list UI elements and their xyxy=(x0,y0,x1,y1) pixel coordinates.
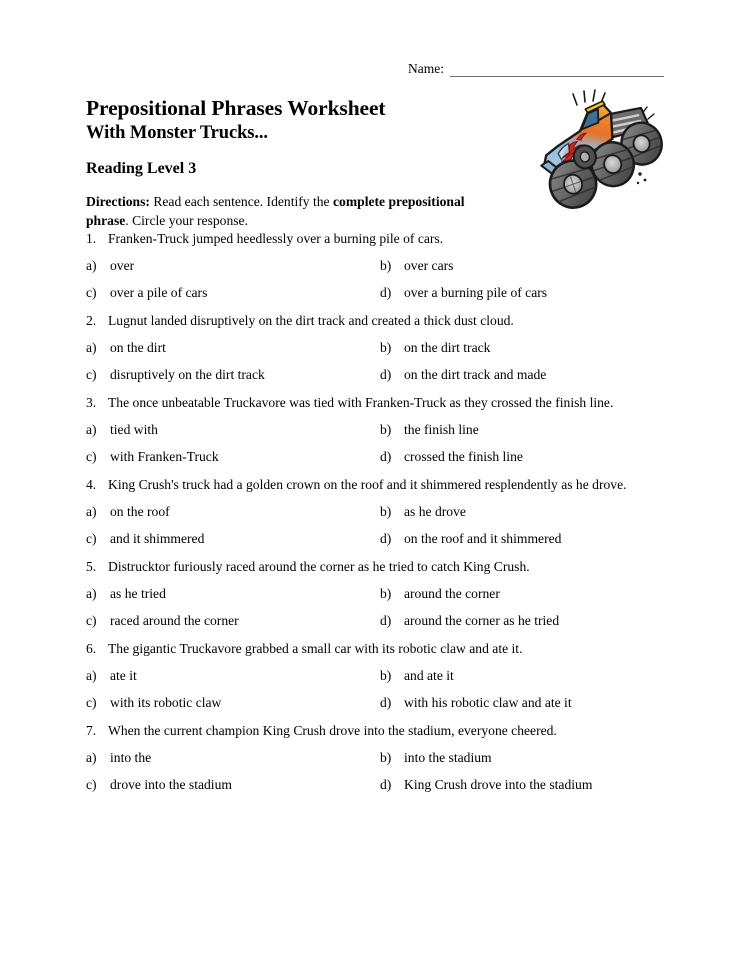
option-text: with his robotic claw and ate it xyxy=(404,695,572,710)
answer-option[interactable] xyxy=(380,530,666,548)
option-row xyxy=(86,694,666,712)
answer-option[interactable] xyxy=(86,530,380,548)
option-text: as he tried xyxy=(110,586,166,601)
option-letter: a) xyxy=(86,422,97,437)
answer-option[interactable] xyxy=(86,257,380,275)
answer-option[interactable] xyxy=(86,749,380,767)
option-letter: c) xyxy=(86,367,97,382)
question-number: 5. xyxy=(86,559,97,574)
option-letter: a) xyxy=(86,750,97,765)
option-letter: b) xyxy=(380,422,392,437)
option-text: and ate it xyxy=(404,668,454,683)
answer-option[interactable] xyxy=(380,339,666,357)
question-text: The gigantic Truckavore grabbed a small car with its robotic claw and ate it. xyxy=(108,641,523,656)
option-letter: d) xyxy=(380,367,392,382)
answer-option[interactable] xyxy=(86,421,380,439)
option-text: tied with xyxy=(110,422,158,437)
question-line xyxy=(86,640,666,658)
answer-option[interactable] xyxy=(86,284,380,302)
option-letter: c) xyxy=(86,449,97,464)
question-line xyxy=(86,722,666,740)
option-letter: b) xyxy=(380,258,392,273)
directions-text-part1: Read each sentence. Identify the xyxy=(149,194,333,209)
name-field-row xyxy=(408,62,664,77)
answer-option[interactable] xyxy=(380,585,666,603)
option-letter: b) xyxy=(380,750,392,765)
option-text: on the dirt track and made xyxy=(404,367,547,382)
option-letter: c) xyxy=(86,695,97,710)
option-row xyxy=(86,749,666,767)
option-letter: b) xyxy=(380,340,392,355)
option-text: drove into the stadium xyxy=(110,777,232,792)
question-text: When the current champion King Crush drove into the stadium, everyone cheered. xyxy=(108,723,557,738)
option-text: ate it xyxy=(110,668,137,683)
option-text: as he drove xyxy=(404,504,466,519)
question-line xyxy=(86,476,666,494)
option-text: with its robotic claw xyxy=(110,695,222,710)
question-text: Distrucktor furiously raced around the corner as he tried to catch King Crush. xyxy=(108,559,530,574)
option-letter: d) xyxy=(380,285,392,300)
directions xyxy=(86,193,506,230)
option-text: with Franken-Truck xyxy=(110,449,219,464)
option-row xyxy=(86,284,666,302)
answer-option[interactable] xyxy=(380,667,666,685)
option-text: the finish line xyxy=(404,422,479,437)
option-text: disruptively on the dirt track xyxy=(110,367,265,382)
option-letter: a) xyxy=(86,504,97,519)
question-text: King Crush's truck had a golden crown on the roof and it shimmered resplendently as he drove. xyxy=(108,477,627,492)
answer-option[interactable] xyxy=(86,667,380,685)
option-letter: a) xyxy=(86,668,97,683)
option-letter: d) xyxy=(380,613,392,628)
question-block xyxy=(86,476,666,548)
question-line xyxy=(86,558,666,576)
option-letter: b) xyxy=(380,504,392,519)
option-letter: d) xyxy=(380,449,392,464)
option-text: around the corner xyxy=(404,586,500,601)
question-block xyxy=(86,394,666,466)
questions-list xyxy=(86,230,666,804)
option-row xyxy=(86,530,666,548)
option-letter: a) xyxy=(86,258,97,273)
option-letter: d) xyxy=(380,777,392,792)
question-block xyxy=(86,640,666,712)
option-letter: d) xyxy=(380,695,392,710)
directions-label: Directions: xyxy=(86,194,150,209)
option-text: around the corner as he tried xyxy=(404,613,560,628)
question-block xyxy=(86,312,666,384)
question-number: 4. xyxy=(86,477,97,492)
worksheet-header xyxy=(86,96,516,230)
answer-option[interactable] xyxy=(380,284,666,302)
debris-specks-icon xyxy=(637,172,647,184)
page-title: Prepositional Phrases Worksheet xyxy=(86,96,386,120)
answer-option[interactable] xyxy=(380,421,666,439)
option-text: King Crush drove into the stadium xyxy=(404,777,593,792)
option-row xyxy=(86,776,666,794)
option-letter: a) xyxy=(86,340,97,355)
answer-option[interactable] xyxy=(86,448,380,466)
option-letter: c) xyxy=(86,531,97,546)
reading-level: Reading Level 3 xyxy=(86,160,197,177)
option-letter: d) xyxy=(380,531,392,546)
question-line xyxy=(86,394,666,412)
option-row xyxy=(86,448,666,466)
directions-text-part2: . Circle your response. xyxy=(125,212,248,228)
question-text: Lugnut landed disruptively on the dirt track and created a thick dust cloud. xyxy=(108,313,514,328)
answer-option[interactable] xyxy=(86,339,380,357)
option-row xyxy=(86,366,666,384)
question-number: 7. xyxy=(86,723,97,738)
option-text: over xyxy=(110,258,135,273)
answer-option[interactable] xyxy=(86,503,380,521)
option-row xyxy=(86,667,666,685)
option-text: crossed the finish line xyxy=(404,449,523,464)
option-letter: c) xyxy=(86,777,97,792)
option-text: into the xyxy=(110,750,152,765)
answer-option[interactable] xyxy=(86,612,380,630)
question-line xyxy=(86,312,666,330)
answer-option[interactable] xyxy=(380,694,666,712)
question-block xyxy=(86,722,666,794)
option-text: raced around the corner xyxy=(110,613,239,628)
question-text: The once unbeatable Truckavore was tied with Franken-Truck as they crossed the finish line. xyxy=(108,395,614,410)
option-text: over cars xyxy=(404,258,454,273)
monster-truck-icon xyxy=(524,88,674,214)
option-letter: a) xyxy=(86,586,97,601)
option-row xyxy=(86,612,666,630)
answer-option[interactable] xyxy=(380,776,666,794)
option-text: and it shimmered xyxy=(110,531,205,546)
option-row xyxy=(86,503,666,521)
answer-option[interactable] xyxy=(380,366,666,384)
option-text: over a burning pile of cars xyxy=(404,285,548,300)
answer-option[interactable] xyxy=(86,366,380,384)
answer-option[interactable] xyxy=(86,585,380,603)
answer-option[interactable] xyxy=(380,257,666,275)
answer-option[interactable] xyxy=(86,776,380,794)
option-text: on the roof and it shimmered xyxy=(404,531,562,546)
name-write-in-line[interactable] xyxy=(450,76,664,77)
option-letter: b) xyxy=(380,668,392,683)
question-number: 6. xyxy=(86,641,97,656)
option-text: on the roof xyxy=(110,504,170,519)
option-row xyxy=(86,421,666,439)
question-block xyxy=(86,558,666,630)
page-subtitle: With Monster Trucks... xyxy=(86,123,268,143)
answer-option[interactable] xyxy=(380,749,666,767)
question-text: Franken-Truck jumped heedlessly over a burning pile of cars. xyxy=(108,231,444,246)
question-number: 3. xyxy=(86,395,97,410)
option-text: into the stadium xyxy=(404,750,492,765)
option-letter: b) xyxy=(380,586,392,601)
name-label: Name: xyxy=(408,61,444,76)
answer-option[interactable] xyxy=(86,694,380,712)
answer-option[interactable] xyxy=(380,612,666,630)
directions-emphasis: complete prepositional phrase xyxy=(86,194,465,228)
option-row xyxy=(86,585,666,603)
question-number: 1. xyxy=(86,231,97,246)
question-block xyxy=(86,230,666,302)
option-text: over a pile of cars xyxy=(110,285,208,300)
option-letter: c) xyxy=(86,613,97,628)
option-text: on the dirt xyxy=(110,340,166,355)
question-line xyxy=(86,230,666,248)
option-letter: c) xyxy=(86,285,97,300)
question-number: 2. xyxy=(86,313,97,328)
answer-option[interactable] xyxy=(380,448,666,466)
answer-option[interactable] xyxy=(380,503,666,521)
option-row xyxy=(86,257,666,275)
option-text: on the dirt track xyxy=(404,340,491,355)
option-row xyxy=(86,339,666,357)
